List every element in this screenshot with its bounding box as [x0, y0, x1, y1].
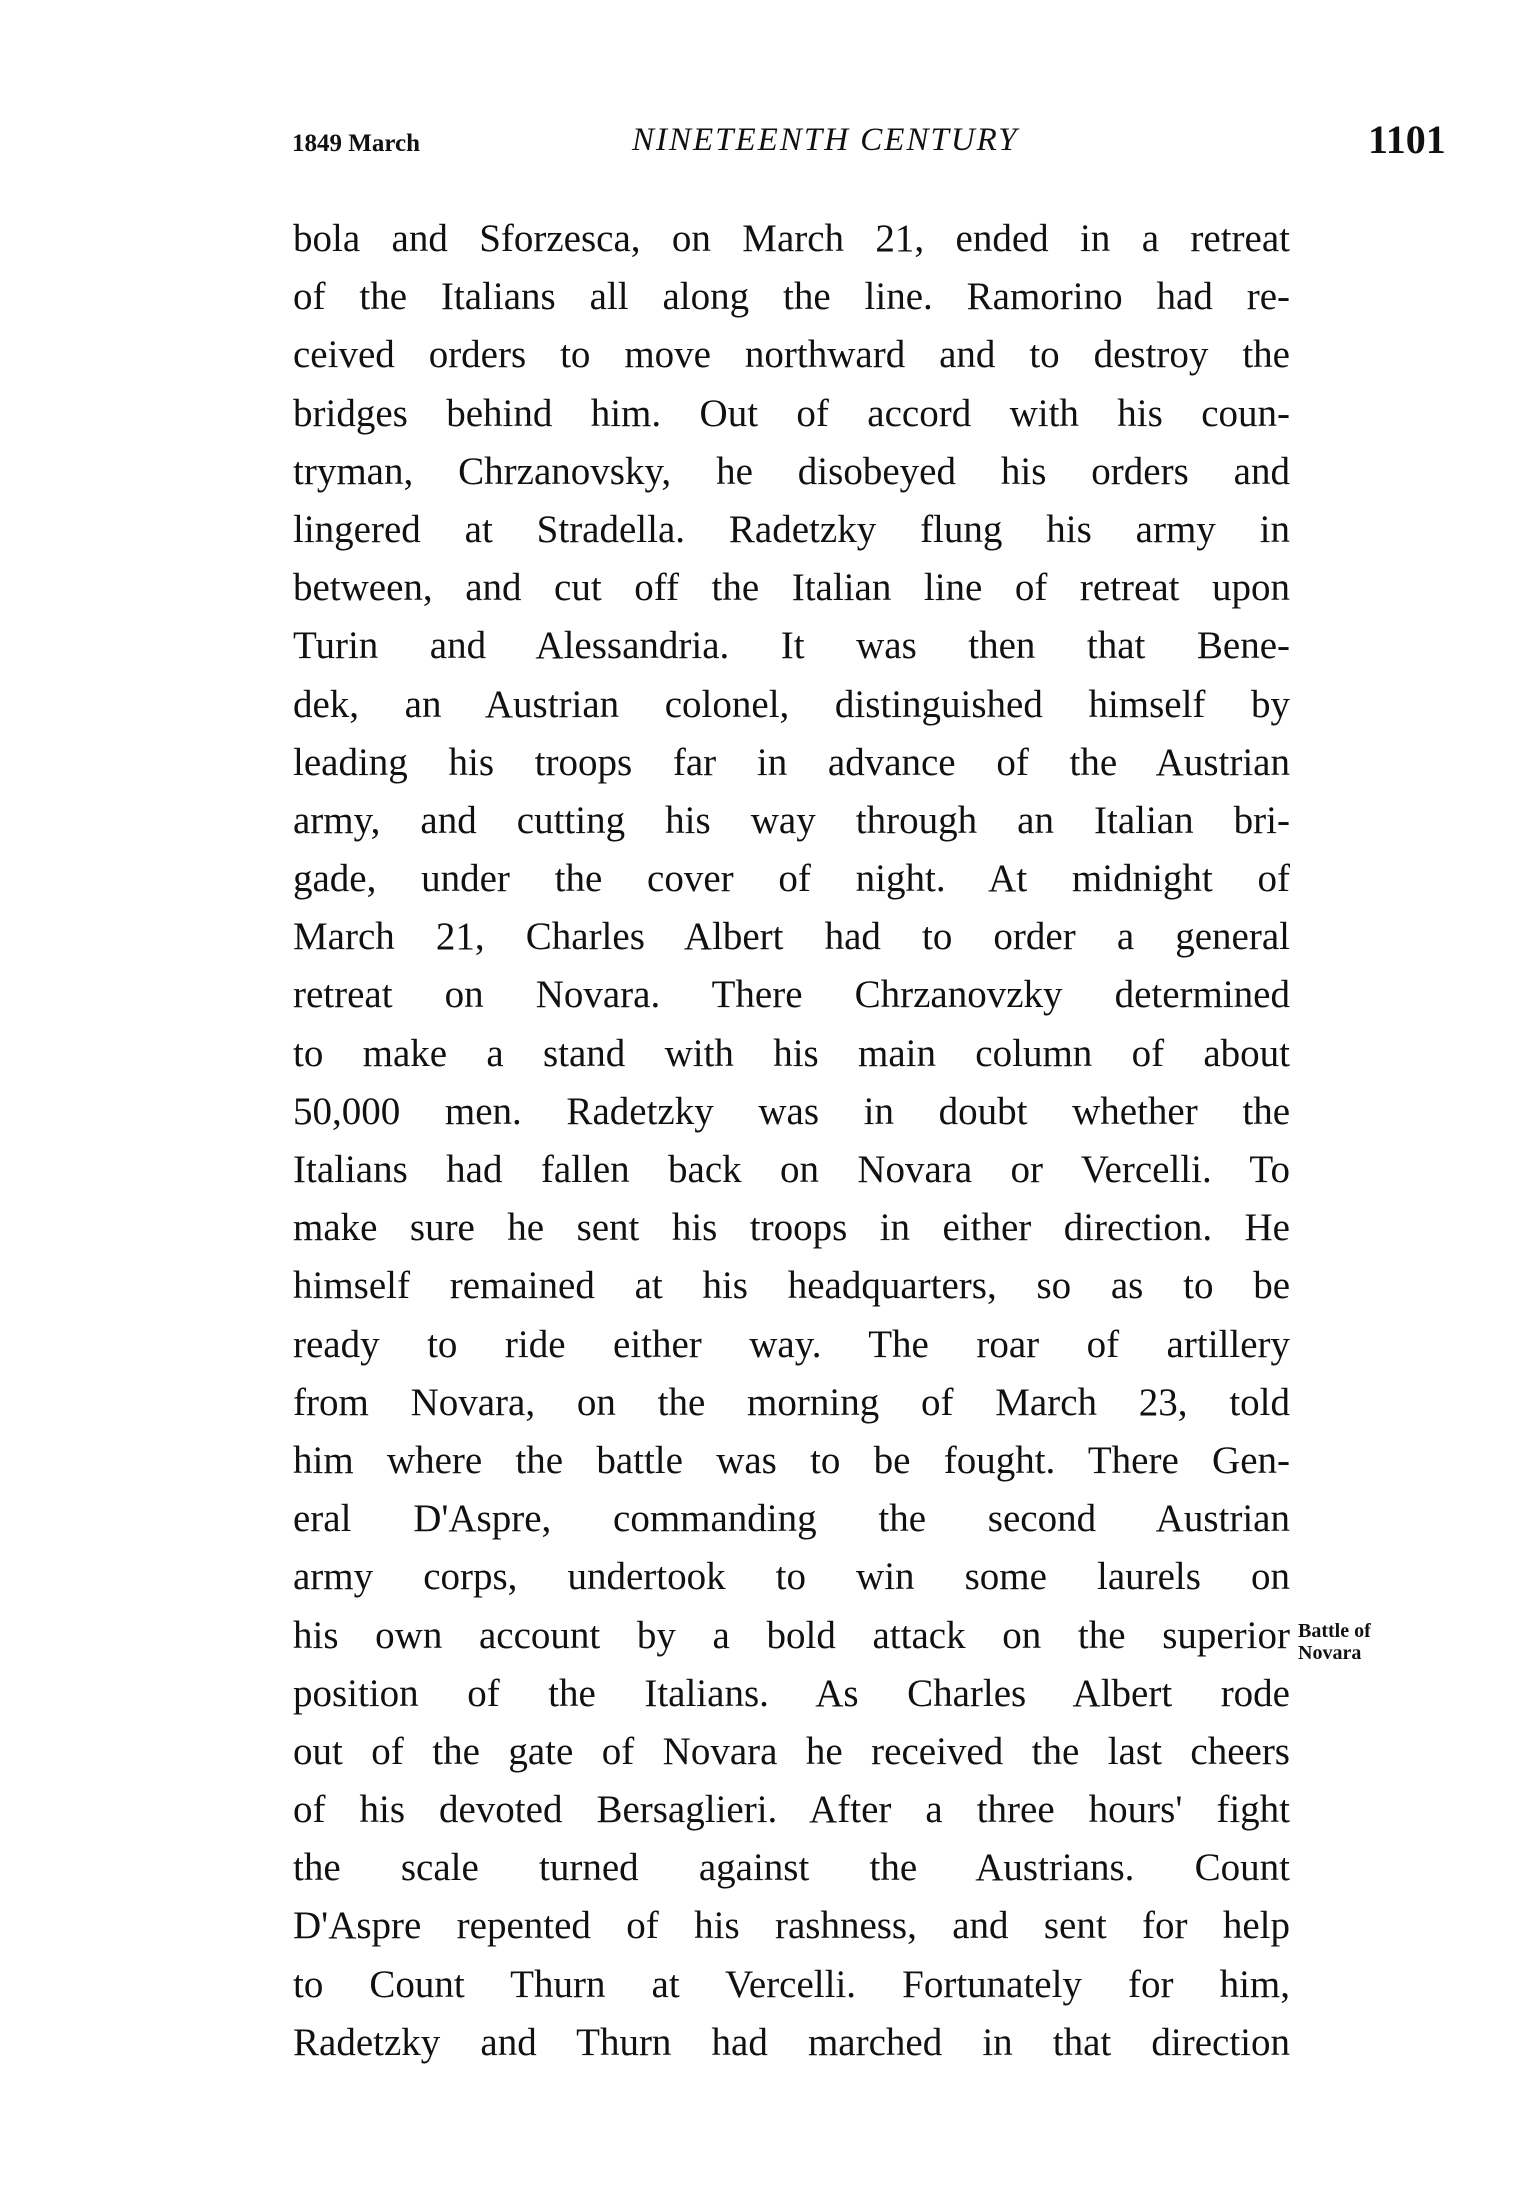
text-line — [293, 1839, 1290, 1897]
text-line-content: of his devoted Bersaglieri. After a three hours' fight — [293, 1788, 1290, 1832]
text-line — [293, 1490, 1290, 1548]
text-line — [293, 1257, 1290, 1315]
text-line — [293, 1199, 1290, 1257]
text-line-content: Turin and Alessandria. It was then that Bene- — [293, 624, 1290, 668]
text-line — [293, 1374, 1290, 1432]
text-line-content: between, and cut off the Italian line of retreat upon — [293, 566, 1290, 610]
text-line — [293, 792, 1290, 850]
text-line-content: ready to ride either way. The roar of artillery — [293, 1322, 1290, 1366]
text-line — [293, 1025, 1290, 1083]
text-line-content: March 21, Charles Albert had to order a general — [293, 915, 1290, 959]
text-line — [293, 676, 1290, 734]
running-head-title: NINETEENTH CENTURY — [632, 122, 1019, 158]
text-line-content: of the Italians all along the line. Ramorino had re- — [293, 275, 1290, 319]
text-line — [293, 966, 1290, 1024]
text-line-content: dek, an Austrian colonel, distinguished himself by — [293, 682, 1290, 726]
text-line-content: D'Aspre repented of his rashness, and sent for help — [293, 1904, 1290, 1948]
text-line — [293, 501, 1290, 559]
text-line-content: himself remained at his headquarters, so as to be — [293, 1264, 1290, 1308]
text-line-content: the scale turned against the Austrians. Count — [293, 1846, 1290, 1890]
text-line — [293, 443, 1290, 501]
text-line-content: army, and cutting his way through an Italian bri- — [293, 798, 1290, 842]
text-line-content: his own account by a bold attack on the superior — [293, 1613, 1290, 1657]
text-line-content: Radetzky and Thurn had marched in that direction — [293, 2020, 1290, 2064]
text-line — [293, 1956, 1290, 2014]
text-line — [293, 268, 1290, 326]
text-line-content: eral D'Aspre, commanding the second Austrian — [293, 1497, 1290, 1541]
text-line-content: 50,000 men. Radetzky was in doubt whether the — [293, 1089, 1290, 1133]
text-line-content: army corps, undertook to win some laurels on — [293, 1555, 1290, 1599]
text-line — [293, 1897, 1290, 1955]
text-line — [293, 1781, 1290, 1839]
text-line — [293, 617, 1290, 675]
page-number: 1101 — [1368, 117, 1446, 162]
text-line-content: position of the Italians. As Charles Albert rode — [293, 1671, 1290, 1715]
text-line-content: make sure he sent his troops in either direction. He — [293, 1206, 1290, 1250]
text-line — [293, 559, 1290, 617]
text-line-content: lingered at Stradella. Radetzky flung his army in — [293, 507, 1290, 551]
text-line — [293, 210, 1290, 268]
text-line — [293, 2014, 1290, 2072]
text-line — [293, 1607, 1290, 1665]
text-line-content: bola and Sforzesca, on March 21, ended in a retreat — [293, 217, 1290, 260]
text-line — [293, 1316, 1290, 1374]
text-line-content: from Novara, on the morning of March 23, told — [293, 1380, 1290, 1424]
body-text — [293, 210, 1290, 2072]
text-line-content: him where the battle was to be fought. There Gen- — [293, 1438, 1290, 1482]
text-line-content: leading his troops far in advance of the Austrian — [293, 740, 1290, 784]
margin-note-line: Battle of — [1298, 1620, 1371, 1642]
text-line — [293, 1432, 1290, 1490]
text-line-content: to make a stand with his main column of about — [293, 1031, 1290, 1075]
running-head-date: 1849 March — [292, 130, 420, 157]
text-line — [293, 1548, 1290, 1606]
text-line — [293, 1665, 1290, 1723]
text-line — [293, 1141, 1290, 1199]
text-line-content: retreat on Novara. There Chrzanovzky determined — [293, 973, 1290, 1017]
text-line-content: gade, under the cover of night. At midnight of — [293, 857, 1290, 901]
text-line-content: to Count Thurn at Vercelli. Fortunately for him, — [293, 1962, 1290, 2006]
text-line — [293, 734, 1290, 792]
text-line-content: tryman, Chrzanovsky, he disobeyed his orders and — [293, 449, 1290, 493]
text-line — [293, 850, 1290, 908]
text-line — [293, 385, 1290, 443]
text-line — [293, 908, 1290, 966]
text-line-content: out of the gate of Novara he received the last cheers — [293, 1729, 1290, 1773]
text-line-content: Italians had fallen back on Novara or Vercelli. To — [293, 1148, 1290, 1191]
text-line-content: bridges behind him. Out of accord with his coun- — [293, 391, 1290, 435]
margin-note-line: Novara — [1298, 1642, 1362, 1664]
margin-note — [1298, 1620, 1371, 1664]
text-line — [293, 1723, 1290, 1781]
text-line-content: ceived orders to move northward and to destroy the — [293, 333, 1290, 377]
text-line — [293, 326, 1290, 384]
text-line — [293, 1083, 1290, 1141]
